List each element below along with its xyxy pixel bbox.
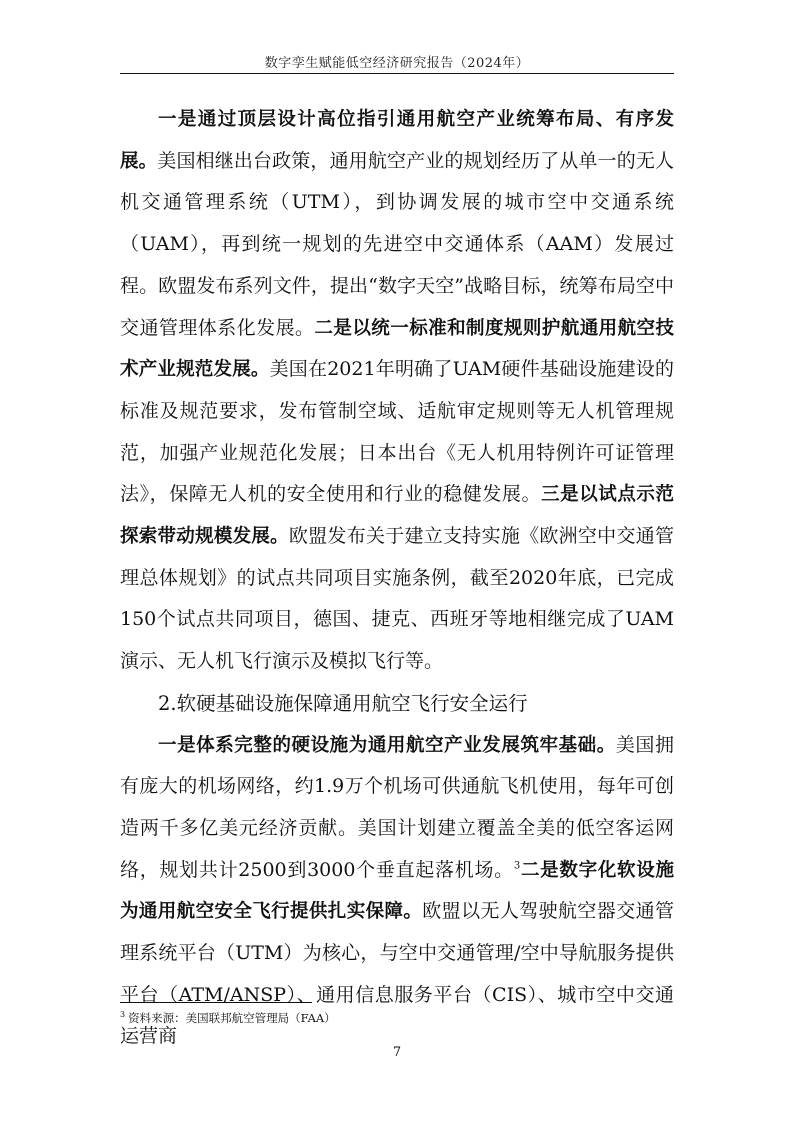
paragraph-policy (120, 99, 674, 683)
bold-lead-5: 二是数字化软设施为通用航空安全飞行提供扎实保障。 (120, 859, 674, 923)
paragraph-text: 欧盟发布关于建立支持实施《欧洲空中交通管理总体规划》的试点共同项目实施条例，截至2020年底，已完成150个试点共同项目，德国、捷克、西班牙等地相继完成了UAM演示、无人机飞行演示及模拟飞行等。 (120, 525, 674, 673)
paragraph-text: 美国拥有庞大的机场网络，约1.9万个机场可供通航飞机使用，每年可创造两千多亿美元经济贡献。美国计划建立覆盖全美的低空客运网络，规划共计2500到3000个垂直起落机场。 (120, 733, 674, 881)
footnote-reference[interactable]: 3 (513, 860, 521, 872)
bold-lead-2: 二是以统一标准和制度规则护航通用航空技术产业规范发展。 (120, 317, 674, 381)
running-header: 数字孪生赋能低空经济研究报告（2024年） (264, 56, 530, 71)
main-text (120, 99, 674, 1058)
paragraph-text: 欧盟以无人驾驶航空器交通管理系统平台（UTM）为核心，与空中交通管理/空中导航服务提供平台（ATM/ANSP）、通用信息服务平台（CIS）、城市空中交通运营商 (120, 900, 674, 1048)
section-heading: 2.软硬基础设施保障通用航空飞行安全运行 (158, 691, 528, 715)
header-rule (120, 73, 674, 74)
paragraph-text: 美国相继出台政策，通用航空产业的规划经历了从单一的无人机交通管理系统（UTM），到协调发展的城市空中交通系统（UAM），再到统一规划的先进空中交通体系（AAM）发展过程。欧盟发布系列文件，提出“数字天空”战略目标，统筹布局空中交通管理体系化发展。 (120, 149, 674, 339)
page-number: 7 (392, 1045, 402, 1060)
paragraph-infrastructure (120, 725, 674, 1059)
bold-lead-4: 一是体系完整的硬设施为通用航空产业发展筑牢基础。 (158, 734, 616, 756)
paragraph-text: 美国在2021年明确了UAM硬件基础设施建设的标准及规范要求，发布管制空域、适航审定规则等无人机管理规范，加强产业规范化发展；日本出台《无人机用特例许可证管理法》，保障无人机的安全使用和行业的稳健发展。 (120, 358, 674, 506)
footnote-text: 资料来源：美国联邦航空管理局（FAA） (128, 1011, 336, 1025)
bold-lead-1: 一是通过顶层设计高位指引通用航空产业统筹布局、有序发展。 (120, 109, 674, 172)
bold-lead-3: 三是以试点示范探索带动规模发展。 (120, 484, 674, 548)
footnote (120, 1010, 336, 1026)
footnote-number: 3 (120, 1010, 126, 1020)
footnote-rule (120, 1002, 312, 1003)
